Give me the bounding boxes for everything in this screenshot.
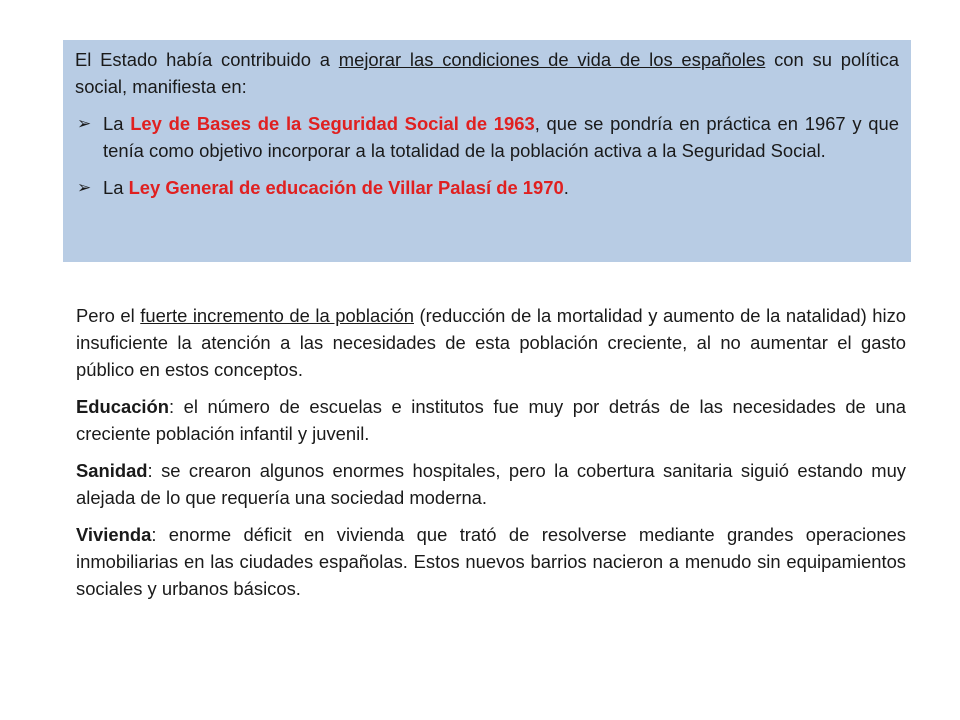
health-paragraph <box>76 457 906 511</box>
bullet1-text: , que se pondría en práctica en 1967 y que tenía como objetivo incorporar a la totalidad de la población activa a la Seguridad Social. <box>103 113 899 161</box>
bullet-ley-educacion <box>75 174 899 201</box>
bullet2-highlight: Ley General de educación de Villar Palasí de 1970 <box>128 177 564 198</box>
summary-box <box>63 40 911 262</box>
education-label: Educación <box>76 396 169 417</box>
p1-underlined-text: fuerte incremento de la población <box>140 305 414 326</box>
p1-text: Pero el <box>76 305 141 326</box>
p1-text-end: (reducción de la mortalidad y aumento de la natalidad) hizo insuficiente la atención a las necesidades de esta población creciente, al no aumentar el gasto público en estos conceptos. <box>76 305 906 380</box>
intro-text-end: con su política social, manifiesta en: <box>75 49 899 97</box>
arrow-bullet-icon: ➢ <box>77 178 92 197</box>
intro-underlined-text: mejorar las condiciones de vida de los españoles <box>338 49 766 70</box>
bullet2-text: . <box>563 177 569 198</box>
health-text: : se crearon algunos enormes hospitales, pero la cobertura sanitaria siguió estando muy alejada de lo que requería una sociedad moderna. <box>76 460 906 508</box>
population-paragraph <box>76 302 906 383</box>
main-content <box>76 302 906 612</box>
education-paragraph <box>76 393 906 447</box>
intro-text: El Estado había contribuido a <box>75 49 339 70</box>
bullet1-highlight: Ley de Bases de la Seguridad Social de 1963 <box>130 113 535 134</box>
bullet2-prefix: La <box>103 177 129 198</box>
housing-label: Vivienda <box>76 524 152 545</box>
bullet-seguridad-social <box>75 110 899 164</box>
housing-paragraph <box>76 521 906 602</box>
bullet1-prefix: La <box>103 113 131 134</box>
education-text: : el número de escuelas e institutos fue muy por detrás de las necesidades de una creciente población infantil y juvenil. <box>76 396 906 444</box>
intro-paragraph <box>75 46 899 100</box>
arrow-bullet-icon: ➢ <box>77 114 92 133</box>
health-label: Sanidad <box>76 460 148 481</box>
housing-text: : enorme déficit en vivienda que trató de resolverse mediante grandes operaciones inmobiliarias en las ciudades españolas. Estos nuevos barrios nacieron a menudo sin equipamientos sociales y urbanos básicos. <box>76 524 906 599</box>
